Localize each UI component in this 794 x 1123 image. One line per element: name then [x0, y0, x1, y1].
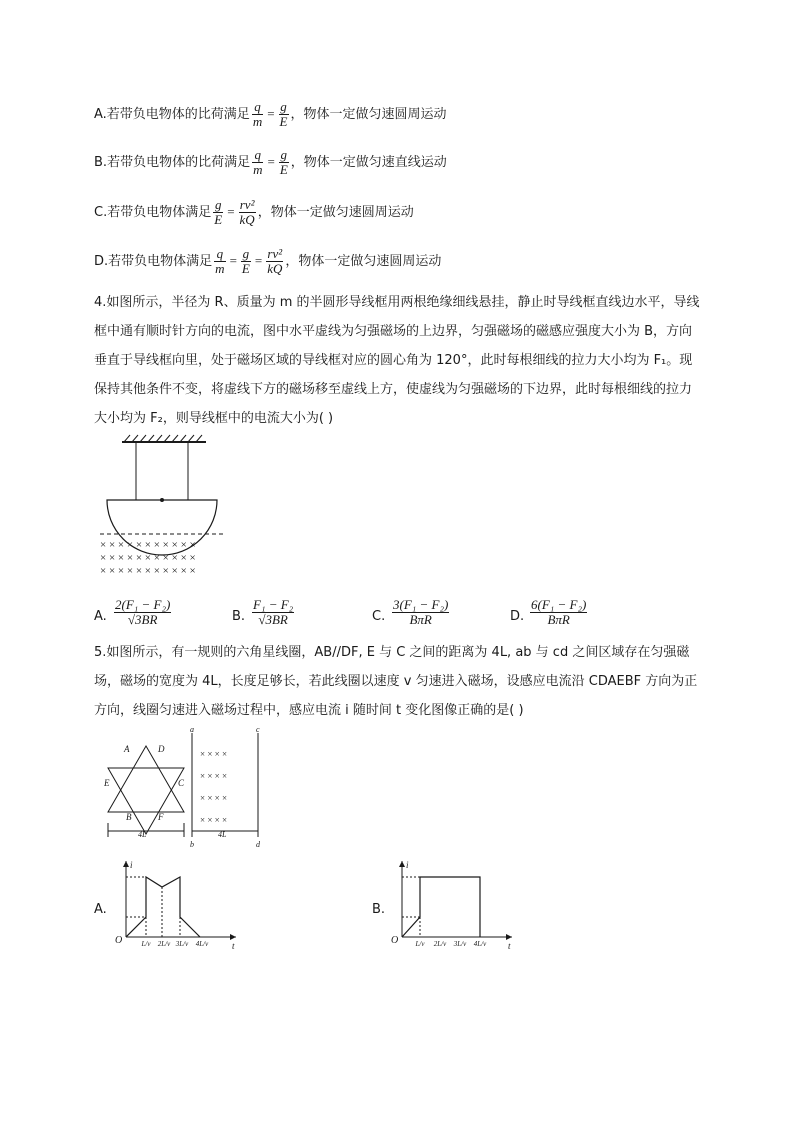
q5-option-b-label: B. [372, 902, 386, 917]
svg-text:× × × × × × × × × × ×: × × × × × × × × × × × [100, 565, 196, 577]
svg-text:3L/v: 3L/v [453, 940, 467, 948]
six-pointed-star [108, 746, 184, 834]
ceiling [122, 435, 206, 442]
svg-text:i: i [406, 860, 409, 870]
fraction: $\frac{q}{m}$ [253, 147, 263, 177]
t-ticks [415, 940, 488, 948]
fraction: $\frac{q}{m}$ [215, 246, 225, 276]
svg-text:L/v: L/v [141, 940, 151, 948]
q3-option-b: B.若带负电物体的比荷满足 $\frac{q}{m}$ = $\frac{g}{E}$ ，物体一定做匀速直线运动 [94, 147, 447, 177]
svg-text:C: C [178, 778, 185, 788]
svg-text:D: D [158, 744, 165, 754]
svg-text:× × × × × × × × × × ×: × × × × × × × × × × × [100, 539, 196, 551]
svg-text:O: O [391, 935, 399, 946]
svg-text:A: A [124, 744, 130, 754]
svg-text:3L/v: 3L/v [175, 940, 189, 948]
fraction: $\frac{g}{E}$ [214, 197, 223, 227]
fraction: $\frac{q}{m}$ [252, 99, 263, 129]
q5-option-a-label: A. [94, 902, 107, 917]
svg-text:t: t [508, 941, 511, 951]
svg-text:2L/v: 2L/v [157, 940, 171, 948]
svg-text:c: c [256, 725, 260, 734]
svg-text:2L/v: 2L/v [433, 940, 447, 948]
q5-option-b-graph [388, 857, 518, 957]
q4-stem: 4.如图所示，半径为 R、质量为 m 的半圆形导线框用两根绝缘细线悬挂，静止时导线框直线边水平，导线框中通有顺时针方向的电流，图中水平虚线为匀强磁场的上边界，匀强磁场的磁感应强度大小为 B，方向垂直于导线框向里，处于磁场区域的导线框对应的圆心角为 120°，此时每根细线的拉力大小均为 F₁。现保持其他条件不变，将虚线下方的磁场移至虚线上方，使虚线为匀强磁场的下边界，此时每根细线的拉力大小均为 F₂，则导线框中的电流大小为( ) [94, 295, 700, 426]
q3-option-d: D.若带负电物体满足 $\frac{q}{m}$ = $\frac{g}{E}$ = $\frac{\text{rv²}}{kQ}$ ，物体一定做匀速圆周运动 [94, 246, 442, 276]
svg-text:O: O [115, 935, 123, 946]
svg-text:b: b [190, 840, 194, 849]
q5-figure [104, 725, 274, 853]
svg-text:L/v: L/v [415, 940, 425, 948]
svg-text:× × × ×: × × × × [200, 793, 228, 803]
svg-text:4L: 4L [218, 830, 227, 839]
svg-text:B: B [126, 812, 132, 822]
q5-option-a-graph [112, 857, 242, 957]
svg-text:4L/v: 4L/v [473, 940, 487, 948]
t-ticks [141, 940, 210, 948]
current-curve [402, 877, 480, 937]
svg-text:t: t [232, 941, 235, 951]
svg-text:4L/v: 4L/v [195, 940, 209, 948]
svg-text:d: d [256, 840, 260, 849]
magnetic-field-crosses [200, 749, 227, 825]
fraction: $\frac{g}{E}$ [279, 147, 288, 177]
q4-figure [94, 430, 244, 580]
svg-text:E: E [104, 778, 110, 788]
fraction: $\frac{\text{rv²}}{kQ}$ [267, 246, 283, 276]
svg-text:× × × ×: × × × × [200, 771, 228, 781]
fraction: $\frac{g}{E}$ [241, 246, 250, 276]
center-dot [160, 498, 164, 502]
svg-text:× × × ×: × × × × [200, 749, 228, 759]
svg-text:a: a [190, 725, 194, 734]
current-curve [126, 877, 200, 937]
svg-text:4L: 4L [138, 830, 147, 839]
svg-text:F: F [158, 812, 164, 822]
svg-text:× × × ×: × × × × [200, 815, 228, 825]
magnetic-field-crosses [100, 539, 196, 577]
q3-option-c: C.若带负电物体满足 $\frac{g}{E}$ = $\frac{\text{rv²}}{kQ}$ ，物体一定做匀速圆周运动 [94, 197, 414, 227]
q3-option-a: A.若带负电物体的比荷满足 $\frac{q}{m}$ = $\frac{g}{E}$ ，物体一定做匀速圆周运动 [94, 99, 447, 129]
svg-text:× × × × × × × × × × ×: × × × × × × × × × × × [100, 552, 196, 564]
fraction: $\frac{\text{rv²}}{kQ}$ [239, 197, 255, 227]
fraction: $\frac{g}{E}$ [279, 99, 288, 129]
svg-text:i: i [130, 860, 133, 870]
q5-stem: 5.如图所示，有一规则的六角星线圈，AB//DF, E 与 C 之间的距离为 4L, ab 与 cd 之间区域存在匀强磁场，磁场的宽度为 4L，长度足够长，若此线圈以速度 v 匀速进入磁场，设感应电流沿 CDAEBF 方向为正方向，线圈匀速进入磁场过程中，感应电流 i 随时间 t 变化图像正确的是( ) [94, 645, 698, 718]
